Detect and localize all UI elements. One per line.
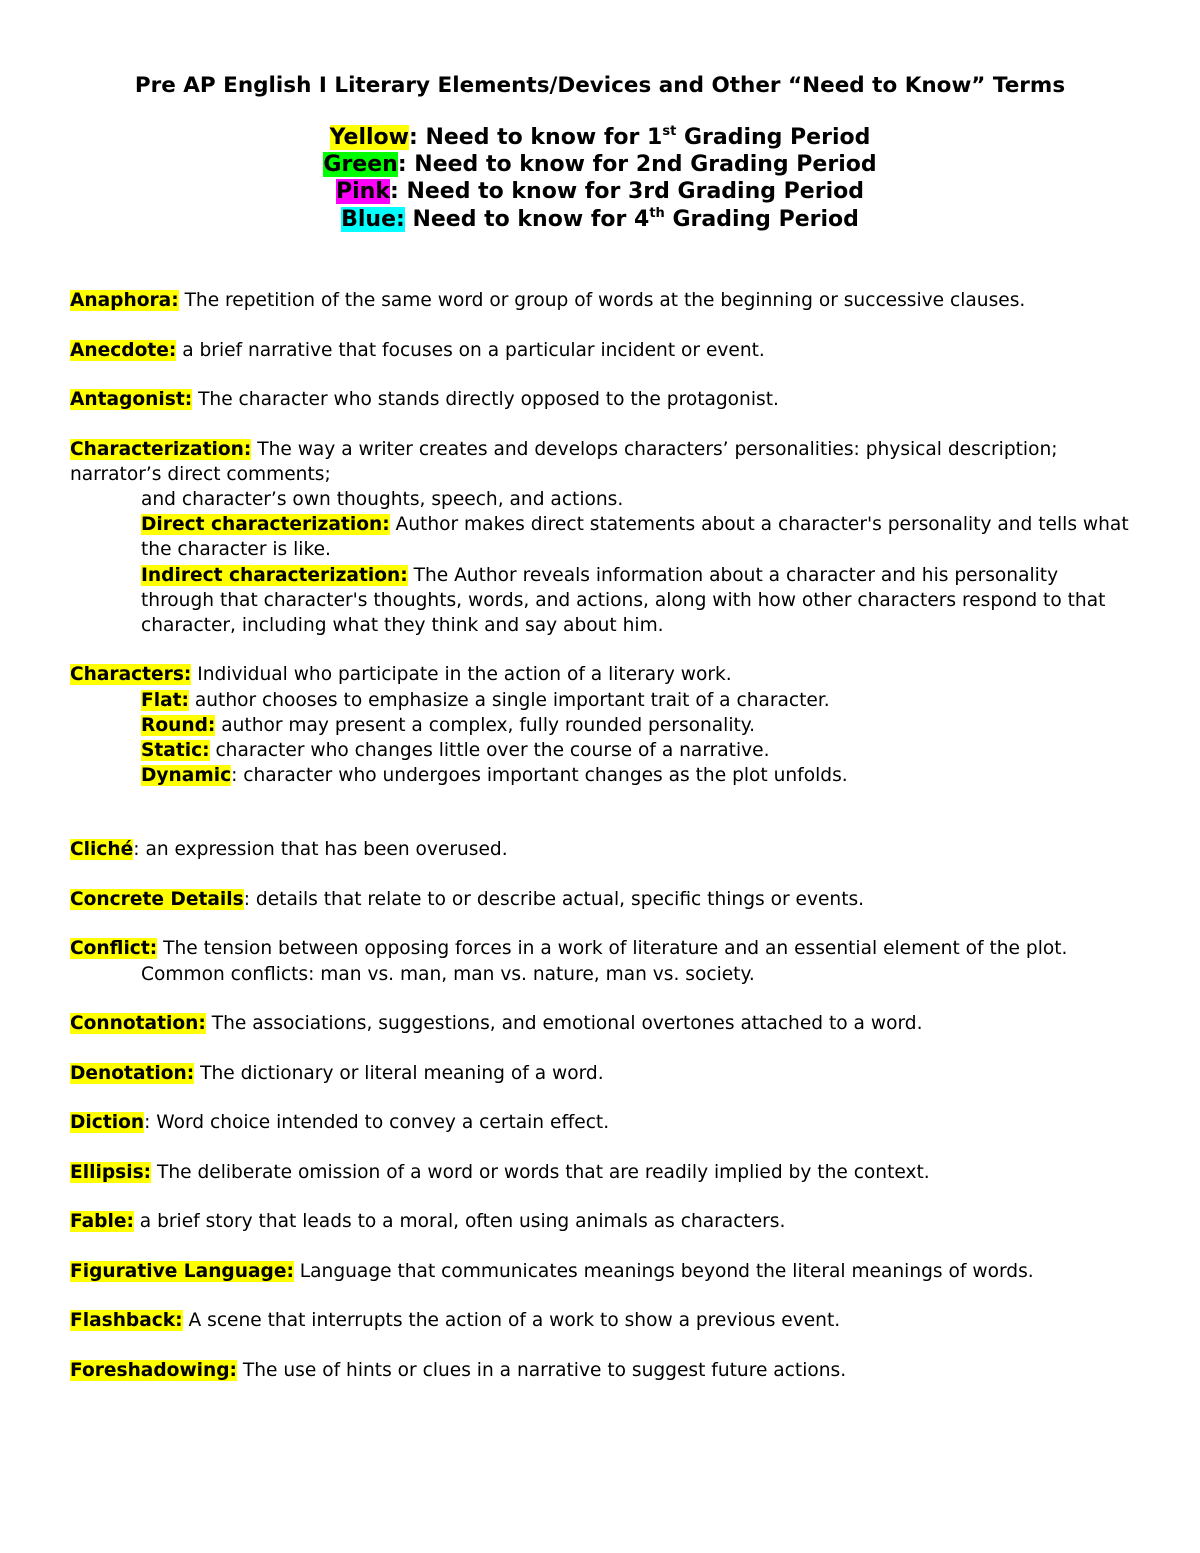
definition: a brief story that leads to a moral, often using animals as characters. <box>133 1211 786 1233</box>
grading-period-legend <box>0 124 1200 233</box>
definition: : an expression that has been overused. <box>133 839 508 861</box>
glossary-entry-figurative-language <box>70 1259 1130 1284</box>
glossary-entry-diction <box>70 1110 1130 1135</box>
glossary-entry-connotation <box>70 1011 1130 1036</box>
glossary-entry-characters <box>70 662 1130 687</box>
definition: The tension between opposing forces in a work of literature and an essential element of the plot. <box>157 938 1068 960</box>
definition: author chooses to emphasize a single important trait of a character. <box>188 689 830 711</box>
legend-label: Pink <box>336 179 390 205</box>
sub-entry-direct-characterization <box>141 512 1130 562</box>
definition: A scene that interrupts the action of a work to show a previous event. <box>182 1310 841 1332</box>
term: Flat: <box>141 689 189 711</box>
glossary-entry-ellipsis <box>70 1160 1130 1185</box>
definition: author may present a complex, fully rounded personality. <box>215 714 756 736</box>
definition: The Author reveals information about a character and his personality through that character's thoughts, words, and actions, along with how other characters respond to that character, including what they think and say about him. <box>141 564 1106 636</box>
glossary-entry-characterization <box>70 437 1130 487</box>
term: Concrete Details <box>70 888 244 910</box>
term: Ellipsis: <box>70 1161 152 1183</box>
glossary-entry-conflict <box>70 936 1130 961</box>
glossary-entry-cliche <box>70 837 1130 862</box>
term: Indirect characterization: <box>141 564 408 586</box>
definition: : character who undergoes important changes as the plot unfolds. <box>231 765 848 787</box>
glossary-entry-denotation <box>70 1061 1130 1086</box>
term: Diction <box>70 1112 145 1134</box>
definition: The deliberate omission of a word or words that are readily implied by the context. <box>151 1161 930 1183</box>
term: Characterization: <box>70 438 252 460</box>
definition: The use of hints or clues in a narrative to suggest future actions. <box>236 1359 847 1381</box>
term: Foreshadowing: <box>70 1359 237 1381</box>
definition: character who changes little over the course of a narrative. <box>209 740 770 762</box>
glossary-entry-anaphora <box>70 288 1130 313</box>
legend-label: Blue: <box>341 206 405 232</box>
sub-entry-dynamic <box>141 763 1130 788</box>
term: Dynamic <box>141 765 232 787</box>
definition: Language that communicates meanings beyond the literal meanings of words. <box>293 1260 1034 1282</box>
term: Anecdote: <box>70 339 177 361</box>
sub-entry-static <box>141 738 1130 763</box>
legend-blue: Blue: Need to know for 4th Grading Period <box>341 205 859 232</box>
glossary-entry-fable <box>70 1209 1130 1234</box>
definition: : details that relate to or describe actual, specific things or events. <box>243 888 865 910</box>
glossary-list <box>70 288 1130 1383</box>
legend-pink: Pink: Need to know for 3rd Grading Period <box>336 179 864 205</box>
definition: Individual who participate in the action of a literary work. <box>191 664 732 686</box>
legend-yellow: Yellow: Need to know for 1st Grading Period <box>329 124 871 150</box>
definition-continuation: and character’s own thoughts, speech, and actions. <box>141 488 624 510</box>
term: Cliché <box>70 839 134 861</box>
document-title: Pre AP English I Literary Elements/Devices and Other “Need to Know” Terms <box>134 73 1066 98</box>
glossary-entry-concrete-details <box>70 887 1130 912</box>
term: Characters: <box>70 664 192 686</box>
term: Direct characterization: <box>141 514 390 536</box>
definition: : Word choice intended to convey a certain effect. <box>144 1112 610 1134</box>
definition: Author makes direct statements about a character's personality and tells what the character is like. <box>141 514 1129 561</box>
term: Antagonist: <box>70 389 193 410</box>
glossary-entry-antagonist <box>70 387 1130 412</box>
glossary-entry-flashback <box>70 1308 1130 1333</box>
definition: a brief narrative that focuses on a particular incident or event. <box>176 339 765 361</box>
sub-entry-indirect-characterization <box>141 563 1130 639</box>
sub-entry-round <box>141 713 1130 738</box>
definition: The way a writer creates and develops characters’ personalities: physical description; narrator’s direct comments; <box>70 438 1058 485</box>
sub-entry-flat <box>141 688 1130 713</box>
term: Flashback: <box>70 1310 183 1332</box>
term: Anaphora: <box>70 290 179 311</box>
glossary-entry-anecdote <box>70 338 1130 363</box>
legend-label: Yellow <box>329 125 409 150</box>
definition: The repetition of the same word or group of words at the beginning or successive clauses. <box>178 290 1026 311</box>
definition: The dictionary or literal meaning of a word. <box>194 1062 604 1084</box>
term: Round: <box>141 714 216 736</box>
definition: The associations, suggestions, and emotional overtones attached to a word. <box>205 1013 923 1035</box>
term: Static: <box>141 740 210 762</box>
definition-continuation: Common conflicts: man vs. man, man vs. nature, man vs. society. <box>141 963 755 985</box>
definition: The character who stands directly opposed to the protagonist. <box>192 389 779 410</box>
glossary-entry-foreshadowing <box>70 1358 1130 1383</box>
term: Fable: <box>70 1211 134 1233</box>
legend-green: Green: Need to know for 2nd Grading Period <box>323 152 877 178</box>
term: Figurative Language: <box>70 1260 294 1282</box>
legend-label: Green <box>323 152 398 178</box>
term: Denotation: <box>70 1062 195 1084</box>
term: Conflict: <box>70 938 158 960</box>
term: Connotation: <box>70 1013 206 1035</box>
